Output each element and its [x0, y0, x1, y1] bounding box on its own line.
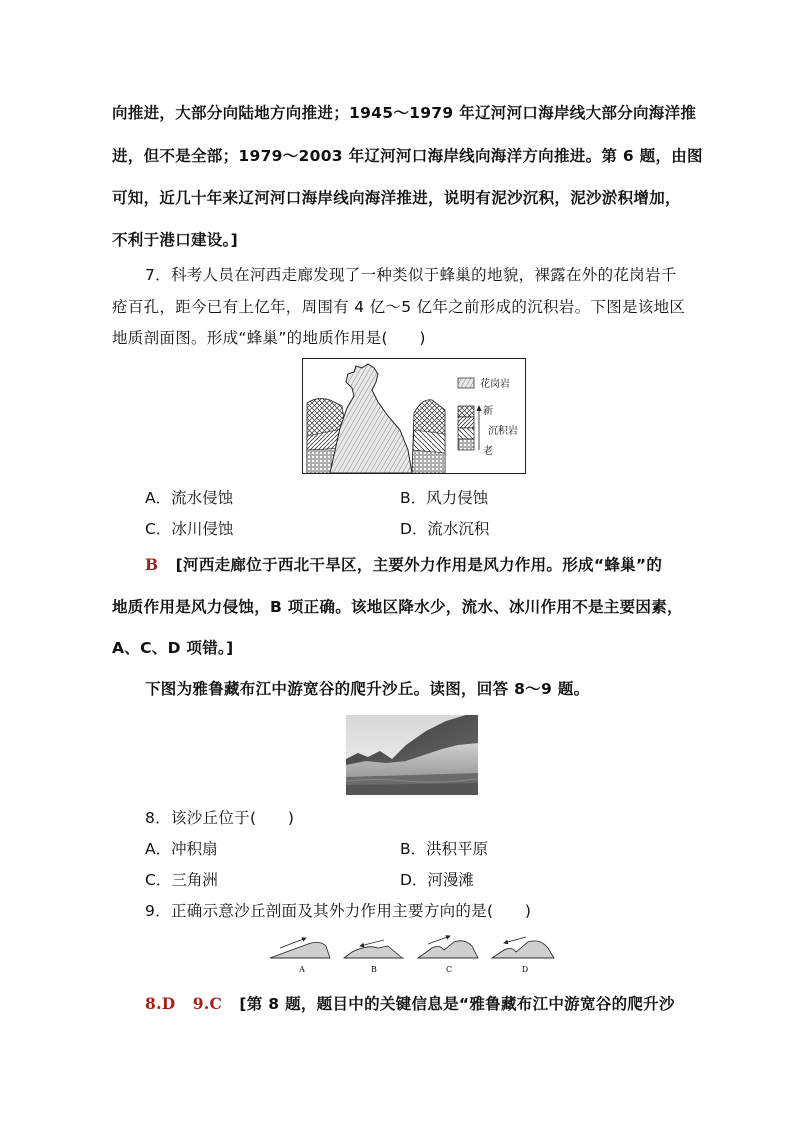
answer-explanation-7	[145, 553, 662, 575]
geologic-section-figure	[302, 358, 526, 478]
legend-granite: 花岗岩	[480, 379, 510, 390]
option-d: D．河漫滩	[400, 871, 474, 889]
explanation-line: 地质作用是风力侵蚀，B 项正确。该地区降水少，流水、冰川作用不是主要因素，	[112, 598, 683, 616]
option-a: A．冲积扇	[145, 840, 218, 858]
answer-9: 9.C	[192, 994, 223, 1013]
option-c: C．冰川侵蚀	[145, 520, 234, 538]
option-c: C．三角洲	[145, 871, 218, 889]
question-7-stem: 疮百孔，距今已有上亿年，周围有 4 亿～5 亿年之前形成的沉积岩。下图是该地区	[112, 298, 686, 316]
explanation-line: 可知，近几十年来辽河河口海岸线向海洋推进，说明有泥沙沉积，泥沙淤积增加，	[112, 189, 681, 207]
option-b: B．风力侵蚀	[400, 489, 489, 507]
climbing-dune-photo	[346, 715, 478, 799]
explanation-line: 进，但不是全部；1979～2003 年辽河河口海岸线向海洋方向推进。第 6 题，由图	[112, 147, 703, 165]
legend-old: 老	[483, 446, 493, 457]
label-b: B	[371, 965, 377, 974]
explanation-line: [河西走廊位于西北干旱区，主要外力作用是风力作用。形成“蜂巢”的	[175, 556, 663, 574]
question-9-stem: 9．正确示意沙丘剖面及其外力作用主要方向的是( )	[145, 902, 532, 920]
option-d: D．流水沉积	[400, 520, 490, 538]
explanation-line: 不利于港口建设。]	[112, 231, 239, 249]
explanation-line: A、C、D 项错。]	[112, 639, 234, 657]
option-a: A．流水侵蚀	[145, 489, 234, 507]
answer-7: B	[145, 555, 159, 574]
answer-explanation-8-9	[145, 992, 675, 1014]
label-d: D	[521, 965, 529, 974]
legend-new: 新	[483, 406, 493, 417]
dune-profiles-figure	[268, 934, 558, 980]
explanation-line: [第 8 题，题目中的关键信息是“雅鲁藏布江中游宽谷的爬升沙	[239, 995, 675, 1013]
profile-b	[344, 940, 404, 958]
legend-sedimentary: 沉积岩	[488, 426, 518, 437]
intro-8-9: 下图为雅鲁藏布江中游宽谷的爬升沙丘。读图，回答 8～9 题。	[145, 680, 590, 698]
option-b: B．洪积平原	[400, 840, 489, 858]
question-7-stem: 7．科考人员在河西走廊发现了一种类似于蜂巢的地貌，裸露在外的花岗岩千	[145, 266, 677, 284]
profile-a	[270, 938, 330, 958]
label-c: C	[445, 965, 453, 974]
answer-8: 8.D	[145, 994, 176, 1013]
label-a: A	[299, 965, 305, 974]
question-8-stem: 8．该沙丘位于( )	[145, 809, 295, 827]
profile-d	[492, 937, 554, 958]
profile-c	[418, 936, 478, 958]
explanation-line: 向推进，大部分向陆地方向推进；1945～1979 年辽河河口海岸线大部分向海洋推	[112, 104, 697, 122]
question-7-stem: 地质剖面图。形成“蜂巢”的地质作用是( )	[112, 329, 426, 347]
